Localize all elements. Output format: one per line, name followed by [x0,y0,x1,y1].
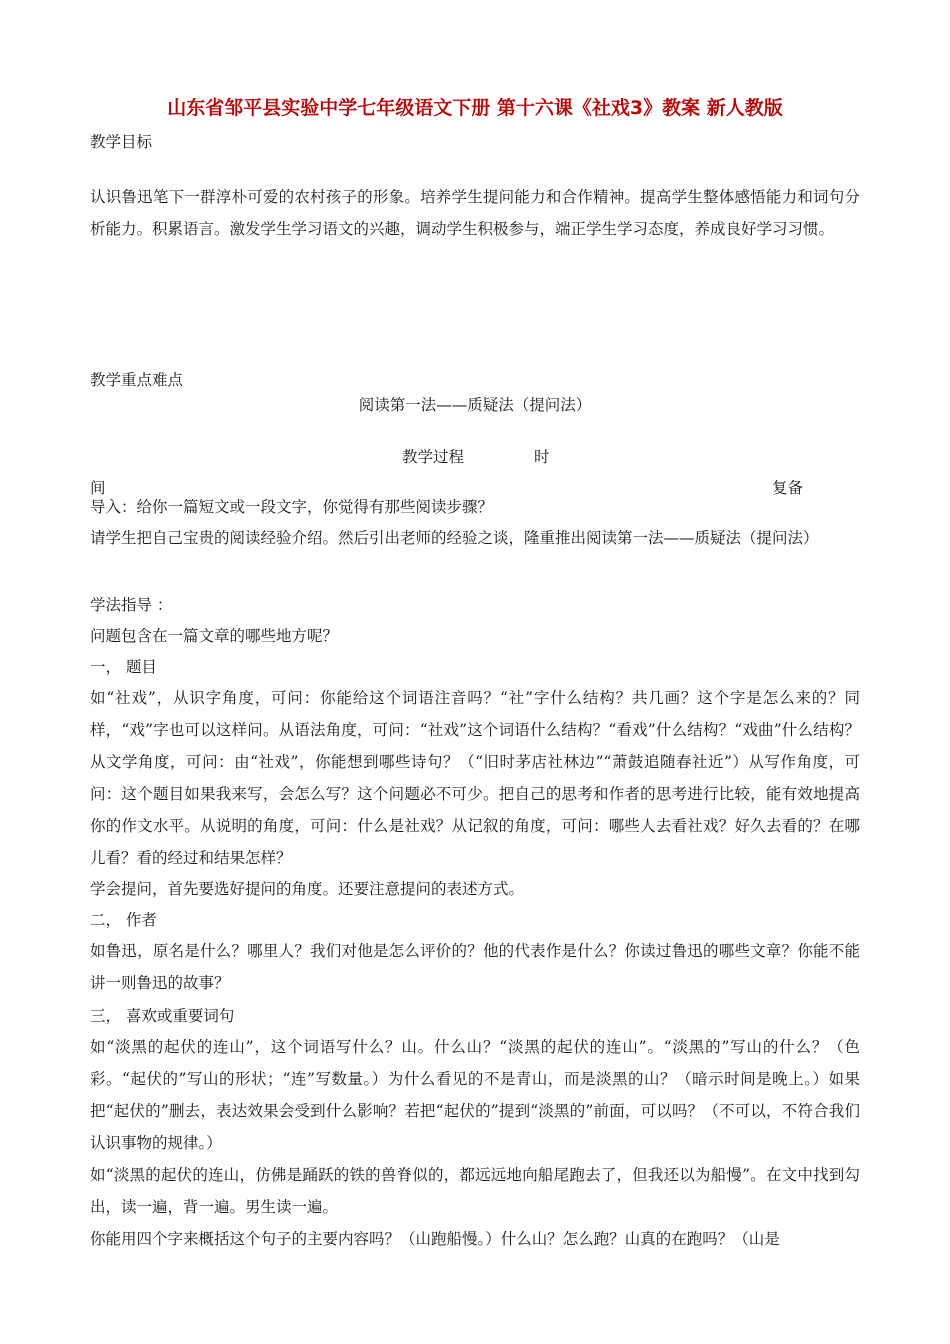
intro-line: 导入：给你一篇短文或一段文字，你觉得有那些阅读步骤？ [90,498,494,516]
intro-paragraph: 请学生把自己宝贵的阅读经验介绍。然后引出老师的经验之谈，隆重推出阅读第一法——质疑法（提问法） [90,529,819,547]
prep-label: 复备 [772,479,804,497]
section-3-heading: 三， 喜欢或重要词句 [90,1007,235,1025]
key-points-heading: 教学重点难点 [90,371,184,389]
section-1-paragraph: 如“社戏”，从识字角度，可问：你能给这个词语注音吗？“社”字什么结构？共几画？这个字是怎么来的？同样，“戏”字也可以这样问。从语法角度，可问：“社戏”这个词语什么结构？“看戏”什么结构？“戏曲”什么结构？从文学角度，可问：由“社戏”，你能想到哪些诗句？（“旧时茅店社林边”“萧鼓追随春社近”）从写作角度，可问：这个题目如果我来写，会怎么写？这个问题必不可少。把自己的思考和作者的思考进行比较，能有效地提高你的作文水平。从说明的角度，可问：什么是社戏？从记叙的角度，可问：哪些人去看社戏？好久去看的？在哪儿看？看的经过和结果怎样？ [90,689,860,867]
section-1-summary: 学会提问，首先要选好提问的角度。还要注意提问的表述方式。 [90,880,525,898]
section-3-paragraph-1: 如“淡黑的起伏的连山”，这个词语写什么？山。什么山？“淡黑的起伏的连山”。“淡黑的”写山的什么？（色彩。“起伏的”写山的形状；“连”写数量。）为什么看见的不是青山，而是淡黑的山？（暗示时间是晚上。）如果把“起伏的”删去，表达效果会受到什么影响？若把“起伏的”提到“淡黑的”前面，可以吗？（不可以，不符合我们认识事物的规律。） [90,1038,860,1152]
time-label-bottom: 间 [90,479,106,497]
section-3-paragraph-2: 如“淡黑的起伏的连山，仿佛是踊跃的铁的兽脊似的，都远远地向船尾跑去了，但我还以为船慢”。在文中找到勾出，读一遍，背一遍。男生读一遍。 [90,1166,860,1216]
method-title: 阅读第一法——质疑法（提问法） [358,396,592,414]
goal-paragraph: 认识鲁迅笔下一群淳朴可爱的农村孩子的形象。培养学生提问能力和合作精神。提高学生整体感悟能力和词句分析能力。积累语言。激发学生学习语文的兴趣，调动学生积极参与，端正学生学习态度，养成良好学习习惯。 [90,188,860,238]
section-2-heading: 二， 作者 [90,911,157,929]
section-1-heading: 一， 题目 [90,658,157,676]
guide-heading: 学法指导 ： [90,596,173,614]
process-label: 教学过程 [402,448,465,466]
question-line: 问题包含在一篇文章的哪些地方呢？ [90,627,339,645]
document-title: 山东省邹平县实验中学七年级语文下册 第十六课《社戏3》教案 新人教版 [167,97,783,119]
time-label-top: 时 [534,448,550,466]
goal-heading: 教学目标 [90,133,153,151]
section-3-paragraph-3: 你能用四个字来概括这个句子的主要内容吗？（山跑船慢。）什么山？怎么跑？山真的在跑吗？（山是 [90,1230,780,1248]
section-2-paragraph: 如鲁迅，原名是什么？哪里人？我们对他是怎么评价的？他的代表作是什么？你读过鲁迅的哪些文章？你能不能讲一则鲁迅的故事？ [90,942,860,992]
